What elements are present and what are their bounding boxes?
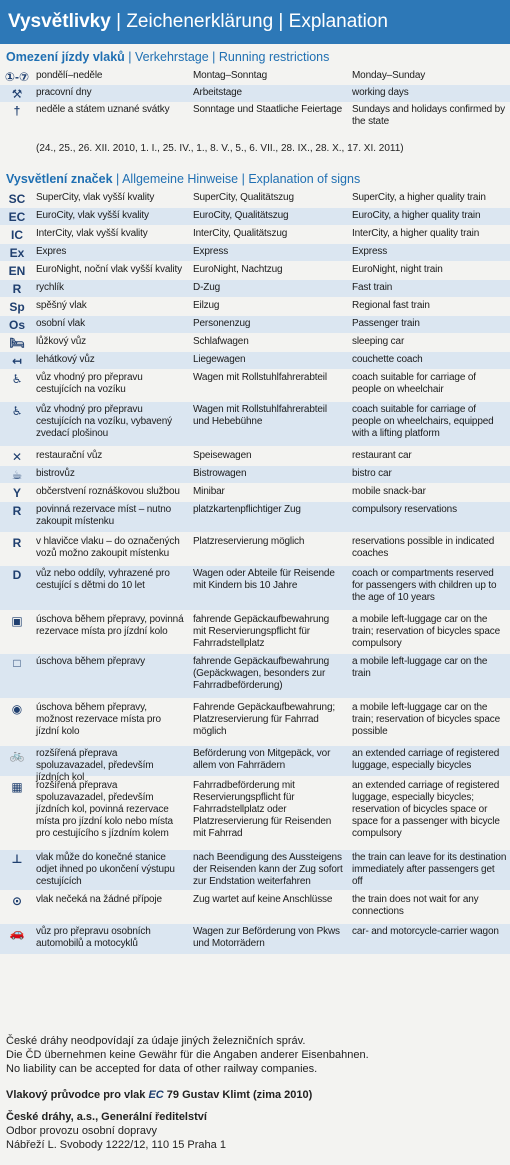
cell-cs: vůz nebo oddíly, vyhrazené pro cestující s dětmi do 10 let bbox=[36, 568, 170, 591]
table-row bbox=[0, 534, 510, 564]
cell-de: Fahrende Gepäckaufbewahrung; Platzreservierung für Fahrrad möglich bbox=[193, 702, 336, 737]
cell-en: sleeping car bbox=[352, 336, 405, 347]
cell-cs: bistrovůz bbox=[36, 468, 75, 479]
header-title-cs: Vysvětlivky bbox=[8, 11, 111, 32]
table-row bbox=[0, 924, 510, 954]
luggage-bike-optional-icon: ◉ bbox=[11, 702, 23, 716]
cell-cs: SuperCity, vlak vyšší kvality bbox=[36, 192, 155, 203]
cell-en: a mobile left-luggage car on the train; reservation of bicycles space compulsory bbox=[352, 614, 501, 649]
header-title-en: Explanation bbox=[288, 11, 388, 32]
section2-title-en: Explanation of signs bbox=[248, 172, 361, 186]
address: Nábřeží L. Svobody 1222/12, 110 15 Praha 1 bbox=[6, 1139, 226, 1151]
cell-cs: InterCity, vlak vyšší kvality bbox=[36, 228, 148, 239]
table-row bbox=[0, 280, 510, 297]
cell-en: car- and motorcycle-carrier wagon bbox=[352, 926, 499, 937]
symbol-symbol: ⚒ bbox=[11, 87, 23, 101]
cell-cs: pracovní dny bbox=[36, 87, 92, 98]
symbol-en: EN bbox=[8, 264, 26, 278]
cell-cs: spěšný vlak bbox=[36, 300, 87, 311]
department-name: Odbor provozu osobní dopravy bbox=[6, 1125, 158, 1137]
cell-cs: EuroNight, noční vlak vyšší kvality bbox=[36, 264, 182, 275]
table-row bbox=[0, 316, 510, 333]
cell-cs: restaurační vůz bbox=[36, 450, 103, 461]
cell-en: SuperCity, a higher quality train bbox=[352, 192, 486, 203]
table-row bbox=[0, 298, 510, 315]
symbol-r: R bbox=[12, 504, 22, 518]
section-signs-title bbox=[6, 172, 360, 186]
cell-cs: vůz pro přepravu osobních automobilů a motocyklů bbox=[36, 926, 151, 949]
bicycle-reserve-icon: ▦ bbox=[11, 780, 23, 794]
cell-de: fahrende Gepäckaufbewahrung mit Reservierungspflicht für Fahrradstellplatz bbox=[193, 614, 330, 649]
couchette-icon: ↤ bbox=[11, 354, 23, 368]
cell-cs: pondělí–neděle bbox=[36, 70, 103, 81]
cell-cs: rozšířená přeprava spoluzavazadel, především jízdních kol bbox=[36, 748, 154, 783]
cell-cs: EuroCity, vlak vyšší kvality bbox=[36, 210, 149, 221]
cell-de: Wagen mit Rollstuhlfahrerabteil und Hebebühne bbox=[193, 404, 327, 427]
cell-en: Passenger train bbox=[352, 318, 420, 329]
cell-cs: občerstvení roznáškovou službou bbox=[36, 486, 180, 497]
cell-de: EuroNight, Nachtzug bbox=[193, 264, 283, 275]
cell-de: Schlafwagen bbox=[193, 336, 249, 347]
table-row bbox=[0, 226, 510, 243]
table-row bbox=[0, 334, 510, 351]
cell-en: working days bbox=[352, 87, 409, 98]
company-name: České dráhy, a.s., Generální ředitelství bbox=[6, 1111, 207, 1123]
section2-title-cs: Vysvětlení značek bbox=[6, 172, 113, 186]
table-row bbox=[0, 502, 510, 532]
cell-en: the train can leave for its destination immediately after passengers get off bbox=[352, 852, 507, 887]
holiday-dates: (24., 25., 26. XII. 2010, 1. I., 25. IV., 1., 8. V., 5., 6. VII., 28. IX., 28. X., 17. XI. 2011) bbox=[36, 143, 404, 154]
cell-en: coach or compartments reserved for passengers with children up to the age of 10 years bbox=[352, 568, 497, 603]
table-row bbox=[0, 892, 510, 922]
cell-en: Monday–Sunday bbox=[352, 70, 426, 81]
cell-en: couchette coach bbox=[352, 354, 423, 365]
symbol-symbol: ☕ bbox=[11, 468, 23, 482]
disclaimer-en: No liability can be accepted for data of other railway companies. bbox=[6, 1063, 318, 1075]
table-row bbox=[0, 654, 510, 698]
cell-cs: v hlavičce vlaku – do označených vozů možno zakoupit místenku bbox=[36, 536, 180, 559]
cell-de: Liegewagen bbox=[193, 354, 246, 365]
cell-de: InterCity, Qualitätszug bbox=[193, 228, 288, 239]
cell-en: an extended carriage of registered luggage, especially bicycles; reservation of bicycles space or space for a passenger with bicycle compulsory bbox=[352, 780, 500, 839]
cell-en: restaurant car bbox=[352, 450, 412, 461]
cell-de: Zug wartet auf keine Anschlüsse bbox=[193, 894, 333, 905]
cell-cs: rychlík bbox=[36, 282, 64, 293]
cell-de: Sonntage und Staatliche Feiertage bbox=[193, 104, 343, 115]
table-row bbox=[0, 778, 510, 848]
table-row bbox=[0, 850, 510, 890]
cell-de: SuperCity, Qualitätszug bbox=[193, 192, 294, 203]
symbol-symbol: † bbox=[13, 104, 21, 118]
cell-de: Eilzug bbox=[193, 300, 220, 311]
cell-de: Platzreservierung möglich bbox=[193, 536, 305, 547]
table-row bbox=[0, 352, 510, 369]
cell-en: compulsory reservations bbox=[352, 504, 457, 515]
train-guide-title bbox=[6, 1088, 506, 1102]
cell-de: Minibar bbox=[193, 486, 225, 497]
section-separator: | bbox=[128, 50, 132, 64]
symbol-ic: IC bbox=[11, 228, 23, 242]
page-header bbox=[0, 0, 510, 44]
table-row bbox=[0, 448, 510, 465]
cell-en: coach suitable for carriage of people on wheelchairs, equipped with a lifting platform bbox=[352, 404, 494, 439]
guide-prefix: Vlakový průvodce pro vlak bbox=[6, 1089, 146, 1101]
table-row bbox=[0, 68, 510, 85]
cell-cs: úschova během přepravy bbox=[36, 656, 145, 667]
guide-train-code: EC bbox=[148, 1089, 164, 1101]
publisher bbox=[6, 1110, 506, 1152]
table-row bbox=[0, 484, 510, 501]
cell-de: D-Zug bbox=[193, 282, 221, 293]
table-row bbox=[0, 612, 510, 652]
cell-cs: lehátkový vůz bbox=[36, 354, 95, 365]
section2-title-de: Allgemeine Hinweise bbox=[122, 172, 239, 186]
cell-cs: vlak může do konečné stanice odjet ihned po ukončení výstupu cestujících bbox=[36, 852, 175, 887]
cell-cs: lůžkový vůz bbox=[36, 336, 87, 347]
section1-title-de: Verkehrstage bbox=[135, 50, 209, 64]
cell-en: Express bbox=[352, 246, 388, 257]
section-separator: | bbox=[241, 172, 245, 186]
cell-en: Sundays and holidays confirmed by the state bbox=[352, 104, 505, 127]
cell-en: an extended carriage of registered luggage, especially bicycles bbox=[352, 748, 500, 771]
cell-cs: vlak nečeká na žádné přípoje bbox=[36, 894, 162, 905]
symbol-symbol: ♿ bbox=[11, 372, 23, 386]
section1-title-en: Running restrictions bbox=[218, 50, 330, 64]
table-row bbox=[0, 370, 510, 400]
cell-cs: neděle a státem uznané svátky bbox=[36, 104, 170, 115]
cell-cs: úschova během přepravy, povinná rezervace místa pro jízdní kolo bbox=[36, 614, 184, 637]
cell-de: Express bbox=[193, 246, 229, 257]
cell-cs: rozšířená přeprava spoluzavazadel, především jízdních kol, povinná rezervace místa pro jízdní kolo nebo místa pro cestujícího s jízdním kolem bbox=[36, 780, 173, 839]
symbol-y: Y bbox=[12, 486, 21, 500]
cell-en: InterCity, a higher quality train bbox=[352, 228, 480, 239]
table-row bbox=[0, 102, 510, 140]
cell-cs: osobní vlak bbox=[36, 318, 85, 329]
symbol-r: R bbox=[12, 282, 22, 296]
bicycle-icon: 🚲 bbox=[9, 748, 25, 762]
cell-de: Montag–Sonntag bbox=[193, 70, 268, 81]
cell-en: EuroCity, a higher quality train bbox=[352, 210, 481, 221]
symbol-sc: SC bbox=[8, 192, 26, 206]
cell-cs: vůz vhodný pro přepravu cestujících na vozíku, vybavený zvedací plošinou bbox=[36, 404, 172, 439]
cell-de: Beförderung von Mitgepäck, vor allem von Fahrrädern bbox=[193, 748, 331, 771]
table-row bbox=[0, 700, 510, 744]
bed-icon: 🛏 bbox=[9, 336, 25, 350]
symbol-d: D bbox=[12, 568, 22, 582]
table-row bbox=[0, 262, 510, 279]
symbol-ec: EC bbox=[8, 210, 26, 224]
cell-de: EuroCity, Qualitätszug bbox=[193, 210, 289, 221]
symbol-r: R bbox=[12, 536, 22, 550]
symbol-symbol: ⊥ bbox=[11, 852, 23, 866]
section1-title-cs: Omezení jízdy vlaků bbox=[6, 50, 125, 64]
section-separator: | bbox=[116, 172, 120, 186]
cell-en: coach suitable for carriage of people on wheelchair bbox=[352, 372, 476, 395]
cell-de: Wagen mit Rollstuhlfahrerabteil bbox=[193, 372, 327, 383]
cell-de: Personenzug bbox=[193, 318, 251, 329]
car-carrier-icon: 🚗 bbox=[9, 926, 25, 940]
symbol-symbol: ①-⑦ bbox=[4, 70, 30, 84]
cell-cs: vůz vhodný pro přepravu cestujících na vozíku bbox=[36, 372, 143, 395]
table-row bbox=[0, 85, 510, 102]
symbol-symbol: ✕ bbox=[11, 450, 23, 464]
luggage-icon: □ bbox=[13, 656, 21, 670]
cell-de: Wagen oder Abteile für Reisende mit Kindern bis 10 Jahre bbox=[193, 568, 335, 591]
cell-en: bistro car bbox=[352, 468, 392, 479]
cell-en: reservations possible in indicated coaches bbox=[352, 536, 495, 559]
table-row bbox=[0, 208, 510, 225]
cell-cs: povinná rezervace míst – nutno zakoupit místenku bbox=[36, 504, 172, 527]
section-running-restrictions-title bbox=[6, 50, 329, 64]
cell-de: platzkartenpflichtiger Zug bbox=[193, 504, 301, 515]
header-title-de: Zeichenerklärung bbox=[126, 11, 274, 32]
wheelchair-lift-icon: ♿ bbox=[11, 404, 23, 418]
guide-suffix: 79 Gustav Klimt (zima 2010) bbox=[166, 1089, 313, 1101]
table-row bbox=[0, 466, 510, 483]
cell-en: EuroNight, night train bbox=[352, 264, 443, 275]
luggage-bike-reserve-icon: ▣ bbox=[11, 614, 23, 628]
table-row bbox=[0, 244, 510, 261]
cell-en: the train does not wait for any connections bbox=[352, 894, 479, 917]
cell-de: Arbeitstage bbox=[193, 87, 242, 98]
symbol-symbol: ⊙ bbox=[11, 894, 23, 908]
cell-de: Speisewagen bbox=[193, 450, 252, 461]
symbol-ex: Ex bbox=[9, 246, 25, 260]
cell-cs: úschova během přepravy, možnost rezervace místa pro jízdní kolo bbox=[36, 702, 161, 737]
cell-de: Bistrowagen bbox=[193, 468, 247, 479]
cell-de: fahrende Gepäckaufbewahrung (Gepäckwagen, besonders zur Fahrradbeförderung) bbox=[193, 656, 330, 691]
section-separator: | bbox=[212, 50, 216, 64]
symbol-os: Os bbox=[8, 318, 25, 332]
cell-en: a mobile left-luggage car on the train; reservation of bicycles space possible bbox=[352, 702, 501, 737]
disclaimer bbox=[6, 1034, 506, 1076]
table-row bbox=[0, 746, 510, 783]
header-separator: | bbox=[278, 11, 284, 32]
symbol-sp: Sp bbox=[9, 300, 25, 314]
cell-en: mobile snack-bar bbox=[352, 486, 426, 497]
cell-en: a mobile left-luggage car on the train bbox=[352, 656, 488, 679]
cell-cs: Expres bbox=[36, 246, 67, 257]
cell-de: Fahrradbeförderung mit Reservierungspflicht für Fahrradstellplatz oder Platzreservierung für Reisenden mit Fahrrad bbox=[193, 780, 332, 839]
cell-de: Wagen zur Beförderung von Pkws und Motorrädern bbox=[193, 926, 340, 949]
cell-en: Fast train bbox=[352, 282, 393, 293]
cell-en: Regional fast train bbox=[352, 300, 430, 311]
table-row bbox=[0, 566, 510, 610]
cell-de: nach Beendigung des Aussteigens der Reisenden kann der Zug sofort zur Endstation weiterfahren bbox=[193, 852, 343, 887]
table-row bbox=[0, 402, 510, 446]
header-separator: | bbox=[116, 11, 122, 32]
disclaimer-cs: České dráhy neodpovídají za údaje jiných železničních správ. bbox=[6, 1035, 306, 1047]
table-row bbox=[0, 190, 510, 207]
disclaimer-de: Die ČD übernehmen keine Gewähr für die Angaben anderer Eisenbahnen. bbox=[6, 1049, 369, 1061]
